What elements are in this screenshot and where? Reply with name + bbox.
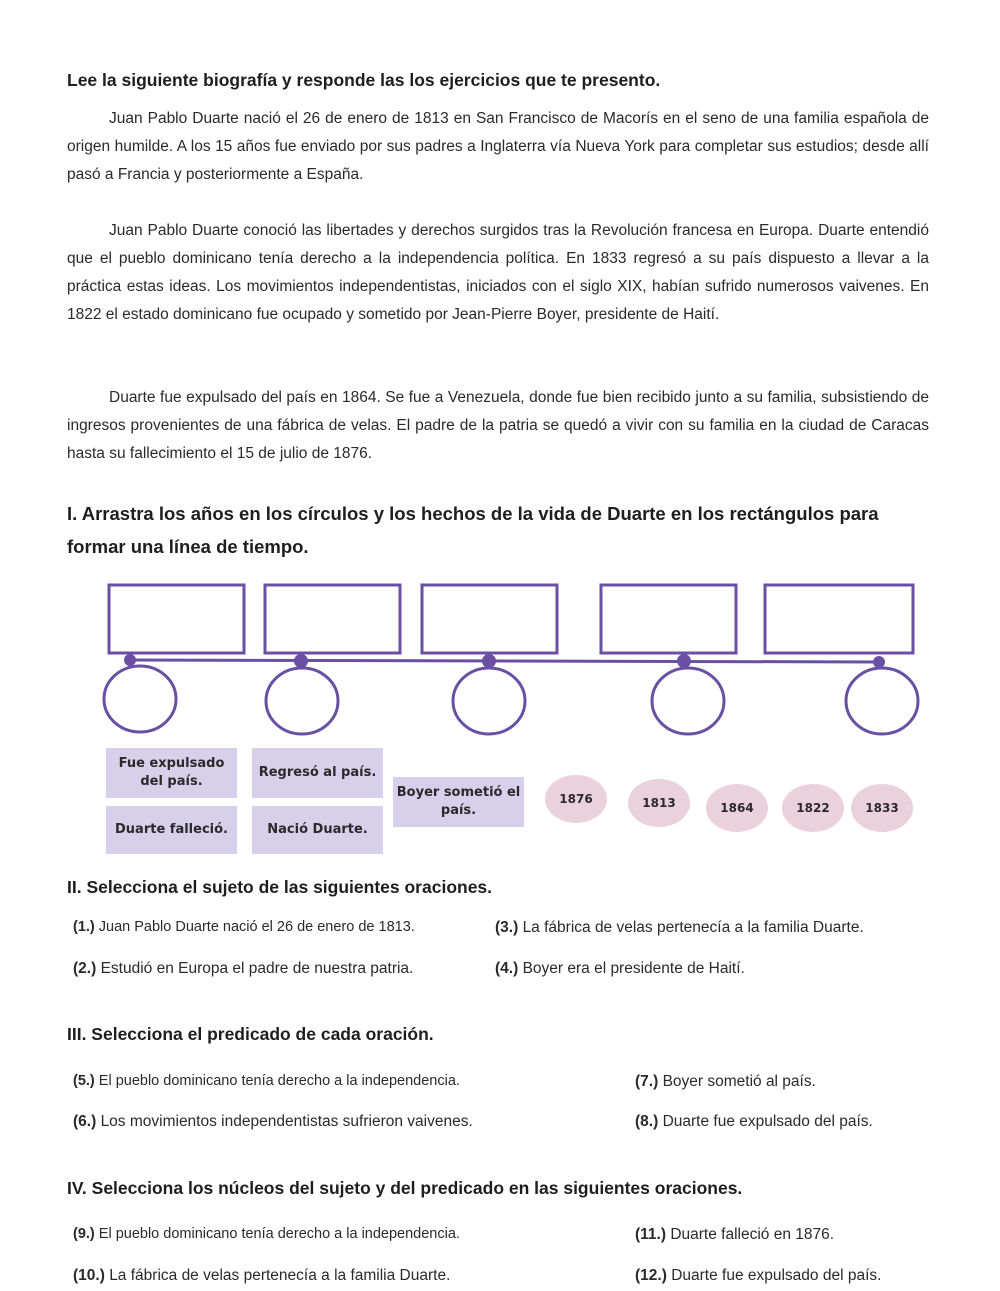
timeline-dot-4 bbox=[677, 654, 691, 668]
timeline-dot-2 bbox=[294, 654, 308, 668]
year-dropzone-1[interactable] bbox=[104, 666, 176, 732]
event-chip-boyer[interactable]: Boyer sometió el país. bbox=[393, 777, 524, 827]
question-5[interactable]: (5.) El pueblo dominicano tenía derecho a la independencia. bbox=[73, 1073, 460, 1089]
year-dropzone-2[interactable] bbox=[266, 668, 338, 734]
section1-title-line1: I. Arrastra los años en los círculos y los hechos de la vida de Duarte en los rectángulos para bbox=[67, 503, 879, 524]
year-chip-1822[interactable]: 1822 bbox=[782, 784, 844, 832]
timeline-line bbox=[130, 660, 880, 662]
question-12[interactable]: (12.) Duarte fue expulsado del país. bbox=[635, 1267, 882, 1284]
biography-paragraph-3: Duarte fue expulsado del país en 1864. Se fue a Venezuela, donde fue bien recibido junto a su familia, subsistiendo de ingresos provenientes de una fábrica de velas. El padre de la patria se quedó a vivir con su familia en la ciudad de Caracas hasta su fallecimiento el 15 de julio de 1876. bbox=[67, 389, 929, 462]
event-dropzone-4[interactable] bbox=[601, 585, 736, 653]
event-chip-regreso[interactable]: Regresó al país. bbox=[252, 748, 383, 798]
year-chip-1833[interactable]: 1833 bbox=[851, 784, 913, 832]
timeline-dot-1 bbox=[124, 654, 136, 666]
question-6[interactable]: (6.) Los movimientos independentistas sufrieron vaivenes. bbox=[73, 1113, 473, 1130]
question-2[interactable]: (2.) Estudió en Europa el padre de nuestra patria. bbox=[73, 960, 414, 977]
event-chip-expulsado[interactable]: Fue expulsado del país. bbox=[106, 748, 237, 798]
year-dropzone-5[interactable] bbox=[846, 668, 918, 734]
question-1[interactable]: (1.) Juan Pablo Duarte nació el 26 de enero de 1813. bbox=[73, 919, 415, 935]
year-chip-1876[interactable]: 1876 bbox=[545, 775, 607, 823]
timeline-diagram bbox=[0, 570, 1000, 740]
question-4[interactable]: (4.) Boyer era el presidente de Haití. bbox=[495, 960, 745, 977]
year-dropzone-3[interactable] bbox=[453, 668, 525, 734]
event-dropzone-2[interactable] bbox=[265, 585, 400, 653]
event-dropzone-3[interactable] bbox=[422, 585, 557, 653]
year-chip-1864[interactable]: 1864 bbox=[706, 784, 768, 832]
event-dropzone-5[interactable] bbox=[765, 585, 913, 653]
event-chip-nacio[interactable]: Nació Duarte. bbox=[252, 806, 383, 854]
section1-title-line2: formar una línea de tiempo. bbox=[67, 536, 309, 557]
question-3[interactable]: (3.) La fábrica de velas pertenecía a la familia Duarte. bbox=[495, 919, 864, 936]
intro-heading: Lee la siguiente biografía y responde las los ejercicios que te presento. bbox=[67, 70, 661, 90]
section3-title: III. Selecciona el predicado de cada oración. bbox=[67, 1024, 434, 1044]
question-8[interactable]: (8.) Duarte fue expulsado del país. bbox=[635, 1113, 873, 1130]
timeline-dot-5 bbox=[873, 656, 885, 668]
section2-title: II. Selecciona el sujeto de las siguientes oraciones. bbox=[67, 877, 493, 897]
event-dropzone-1[interactable] bbox=[109, 585, 244, 653]
question-11[interactable]: (11.) Duarte falleció en 1876. bbox=[635, 1226, 835, 1243]
year-chip-1813[interactable]: 1813 bbox=[628, 779, 690, 827]
event-chip-fallecio[interactable]: Duarte falleció. bbox=[106, 806, 237, 854]
year-dropzone-4[interactable] bbox=[652, 668, 724, 734]
question-10[interactable]: (10.) La fábrica de velas pertenecía a la familia Duarte. bbox=[73, 1267, 451, 1284]
question-7[interactable]: (7.) Boyer sometió al país. bbox=[635, 1073, 816, 1090]
question-9[interactable]: (9.) El pueblo dominicano tenía derecho a la independencia. bbox=[73, 1226, 460, 1242]
timeline-dot-3 bbox=[482, 654, 496, 668]
biography-paragraph-1: Juan Pablo Duarte nació el 26 de enero de 1813 en San Francisco de Macorís en el seno de una familia española de origen humilde. A los 15 años fue enviado por sus padres a Inglaterra vía Nueva York para completar sus estudios; desde allí pasó a Francia y posteriormente a España. bbox=[67, 110, 929, 183]
section4-title: IV. Selecciona los núcleos del sujeto y del predicado en las siguientes oraciones. bbox=[67, 1178, 743, 1198]
biography-paragraph-2: Juan Pablo Duarte conoció las libertades y derechos surgidos tras la Revolución francesa en Europa. Duarte entendió que el pueblo dominicano tenía derecho a la independencia política. En 1833 regresó a su país dispuesto a llevar a la práctica estas ideas. Los movimientos independentistas, iniciados con el siglo XIX, habían sufrido numerosos vaivenes. En 1822 el estado dominicano fue ocupado y sometido por Jean-Pierre Boyer, presidente de Haití. bbox=[67, 222, 929, 323]
